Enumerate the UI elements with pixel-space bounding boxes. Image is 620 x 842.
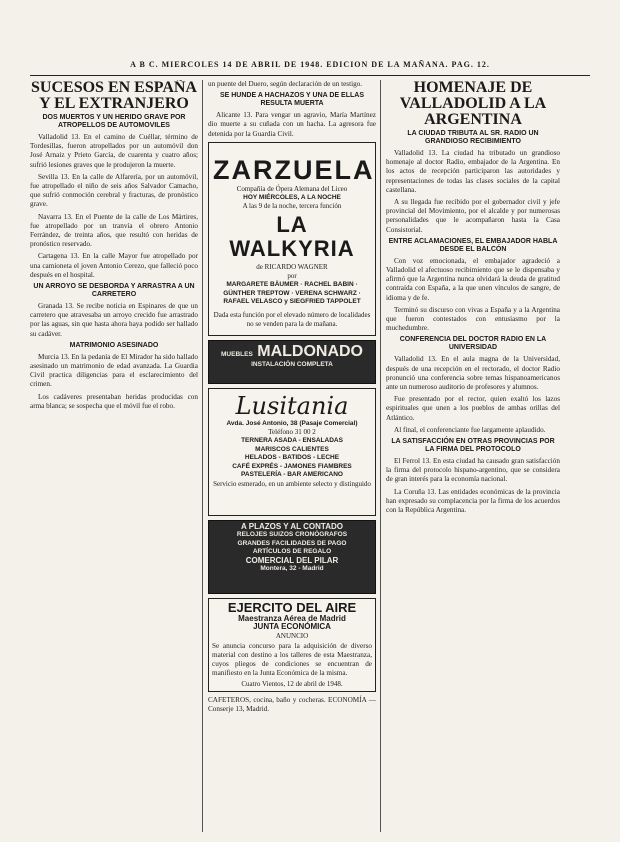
ad-title: EJERCITO DEL AIRE <box>227 599 357 615</box>
ad-line: RELOJES SUIZOS CRONÓGRAFOS <box>236 531 348 539</box>
article-paragraph: Terminó su discurso con vivas a España y a la Argentina que fueron contestados con entusiasmo por la muchedumbre. <box>386 305 560 333</box>
ad-line: A PLAZOS Y AL CONTADO <box>241 521 343 531</box>
menu-line: HELADOS - BATIDOS - LECHE <box>244 454 340 462</box>
article-kicker: CONFERENCIA DEL DOCTOR RADIO EN LA UNIVERSIDAD <box>399 336 547 352</box>
composer: de RICARDO WAGNER <box>256 263 328 272</box>
article-kicker: LA CIUDAD TRIBUTA AL SR. RADIO UN GRANDIOSO RECIBIMIENTO <box>407 130 539 145</box>
article-paragraph: La Coruña 13. Las entidades económicas de la provincia han expresado su complacencia por la firma de los acuerdos con la República Argentina. <box>386 487 560 515</box>
ad-body: Se anuncia concurso para la adquisición de diverso material con destino a los talleres de esta Maestranza, cuyos pliegos de condiciones se encuentran de manifiesto en la Junta Económica de la misma. <box>212 641 372 678</box>
ad-note: Dada esta función por el elevado número de localidades no se venden para la de mañana. <box>213 310 371 328</box>
article-kicker: ENTRE ACLAMACIONES, EL EMBAJADOR HABLA DESDE EL BALCÓN <box>388 237 558 253</box>
performance-date: HOY MIÉRCOLES, A LA NOCHE <box>243 193 341 201</box>
column-3 <box>386 80 560 832</box>
column-divider <box>202 80 203 832</box>
store-name <box>211 343 373 361</box>
page-header: A B C. MIERCOLES 14 DE ABRIL DE 1948. EDICION DE LA MAÑANA. PAG. 12. <box>130 60 490 69</box>
article-paragraph: Fue presentado por el rector, quien exaltó los lazos espirituales que unen a los pueblos de ambas orillas del Atlántico. <box>386 395 560 422</box>
ad-subtitle: Maestranza Aérea de Madrid <box>238 613 346 623</box>
column-divider <box>380 80 381 832</box>
article-paragraph: un puente del Duero, según declaración de un testigo. <box>208 80 363 88</box>
article-paragraph: Murcia 13. En la pedanía de El Mirador ha sido hallado asesinado un matrimonio de edad avanzada. La Guardia Civil practica diligencias para el esclarecimiento del crimen. <box>30 352 198 389</box>
menu-line: CAFÉ EXPRÉS - JAMONES FIAMBRES <box>232 462 352 470</box>
article-kicker: LA SATISFACCIÓN EN OTRAS PROVINCIAS POR LA FIRMA DEL PROTOCOLO <box>391 438 555 454</box>
ad-line: Montera, 32 - Madrid <box>260 565 324 573</box>
classified: CAFETEROS, cocina, baño y cocheras. ECONOMÍA — Conserje 13, Madrid. <box>208 695 376 713</box>
article-paragraph: Valladolid 13. La ciudad ha tributado un grandioso homenaje al doctor Radio, embajador de la Argentina. En los actos de recepción participaron las autoridades y representaciones de todas las clases sociales de la capital castellana. <box>386 149 560 194</box>
column-2 <box>208 80 376 832</box>
restaurant-address: Avda. José Antonio, 38 (Pasaje Comercial) <box>226 419 358 427</box>
article-paragraph: A su llegada fue recibido por el gobernador civil y jefe provincial del Movimiento, por el alcalde y por numerosas personalidades que le acompañaron hasta la Casa Consistorial. <box>386 198 560 234</box>
article-paragraph: Granada 13. Se recibe noticia en Espinares de que un carretero que atravesaba un arroyo crecido fue arrastrado por las aguas, sin que hasta ahora haya podido ser hallado su cadáver. <box>30 302 198 338</box>
ad-subtitle: JUNTA ECONÓMICA <box>253 622 331 632</box>
article-kicker: DOS MUERTOS Y UN HERIDO GRAVE POR ATROPELLOS DE AUTOMOVILES <box>42 114 186 129</box>
watches-ad <box>208 520 376 594</box>
article-paragraph: Con voz emocionada, el embajador agradeció a Valladolid el afectuoso recibimiento que se le dispensaba y afirmó que la Argentina nunca olvidará la deuda de gratitud contraída con España, a la que unen vínculos de sangre, de idioma y de fe. <box>386 256 560 302</box>
restaurant-slogan: Servicio esmerado, en un ambiente selecto y distinguido <box>213 479 371 488</box>
menu-line: TERNERA ASADA - ENSALADAS <box>241 437 343 445</box>
ad-subtitle: ANUNCIO <box>275 631 309 640</box>
article-paragraph: Cartagena 13. En la calle Mayor fue atropellado por una camioneta el joven Antonio Cerezo, que falleció poco después en el hospital. <box>30 252 198 279</box>
air-force-ad <box>208 598 376 692</box>
article-paragraph: Navarra 13. En el Puente de la calle de Los Mártires, fue atropellado por un tranvía el obrero Antonio Ferrández, de treinta años, que resultó con heridas de pronóstico reservado. <box>30 212 198 249</box>
menu-line: MARISCOS CALIENTES <box>255 445 329 453</box>
cast-list: MARGARETE BÄUMER · RACHEL BABIN · GÜNTHER TREPTOW · VERENA SCHWARZ · RAFAEL VELASCO y SIEGFRIED TAPPOLET <box>223 281 361 306</box>
company-name: Compañía de Ópera Alemana del Liceo <box>236 184 348 193</box>
performance-time: A las 9 de la noche, tercera función <box>242 202 342 211</box>
section-headline: SUCESOS EN ESPAÑA Y EL EXTRANJERO <box>31 80 197 112</box>
store-banner: MUEBLES <box>221 350 253 358</box>
opera-title: LA WALKYRIA <box>229 212 355 262</box>
maldonado-ad <box>208 340 376 384</box>
theater-name: ZARZUELA <box>213 154 375 185</box>
zarzuela-ad <box>208 142 376 336</box>
article-paragraph: Alicante 13. Para vengar un agravio, María Martínez dio muerte a su cuñada con un hacha. La agresora fue detenida por la Guardia Civil. <box>208 111 376 138</box>
restaurant-phone: Teléfono 31 00 2 <box>268 428 316 437</box>
cast-by: por <box>287 272 297 281</box>
article-paragraph: Al final, el conferenciante fue largamente aplaudido. <box>394 425 546 434</box>
section-headline: HOMENAJE DE VALLADOLID A LA ARGENTINA <box>399 80 547 128</box>
ad-line: ARTÍCULOS DE REGALO <box>252 548 332 556</box>
store-title: MALDONADO <box>257 342 363 360</box>
column-1 <box>30 80 198 832</box>
article-paragraph: Los cadáveres presentaban heridas producidas con arma blanca; se sospecha que el móvil fue el robo. <box>30 392 198 410</box>
article-paragraph: Valladolid 13. En el camino de Cuéllar, término de Tordesillas, fueron atropellados por un automóvil don José Arnaiz y Prieto García, de cuarenta y cuatro años; sufrió lesiones graves que le produjeron la muerte. <box>30 133 198 169</box>
article-kicker: MATRIMONIO ASESINADO <box>69 341 159 349</box>
menu-line: PASTELERÍA - BAR AMERICANO <box>241 471 343 479</box>
lusitania-ad <box>208 388 376 516</box>
article-kicker: SE HUNDE A HACHAZOS Y UNA DE ELLAS RESULTA MUERTA <box>219 92 365 108</box>
article-paragraph: Valladolid 13. En el aula magna de la Universidad, después de una recepción en el rectorado, el doctor Radio pronunció una conferencia sobre temas hispanoamericanos ante un numeroso auditorio de profesores y alumnos. <box>386 355 560 392</box>
ad-line: GRANDES FACILIDADES DE PAGO <box>237 539 347 547</box>
ad-footer: Cuatro Vientos, 12 de abril de 1948. <box>241 679 343 688</box>
header-rule <box>30 75 590 76</box>
restaurant-name: Lusitania <box>235 391 349 420</box>
article-paragraph: Sevilla 13. En la calle de Alfarería, por un automóvil, fue atropellado el niño de seis años Salvador Camacho, que sufrió conmoción cerebral y fracturas, de pronóstico grave. <box>30 172 198 209</box>
ad-line: COMERCIAL DEL PILAR <box>245 555 339 565</box>
article-kicker: UN ARROYO SE DESBORDA Y ARRASTRA A UN CARRETERO <box>33 283 195 299</box>
store-subtitle: INSTALACIÓN COMPLETA <box>251 360 333 368</box>
article-paragraph: El Ferrol 13. En esta ciudad ha causado gran satisfacción la firma del protocolo hispano-argentino, que se considera de gran interés para la economía nacional. <box>386 457 560 484</box>
